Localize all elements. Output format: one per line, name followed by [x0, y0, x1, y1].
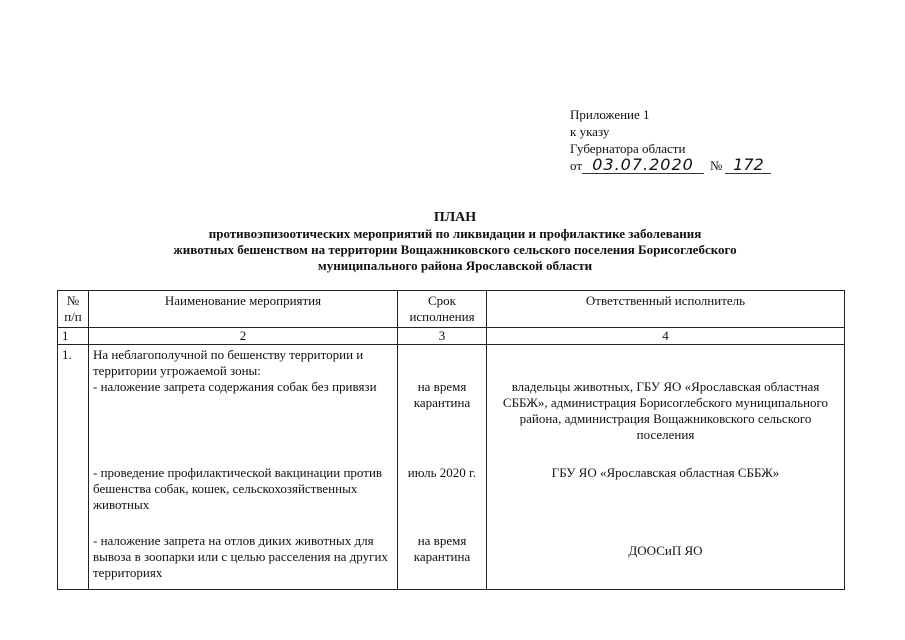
- measure-3-responsible: ДООСиП ЯО: [628, 543, 703, 558]
- header-num: № п/п: [58, 291, 89, 328]
- row-responsible-cell: [487, 345, 845, 590]
- plan-subtitle-1: противоэпизоотических мероприятий по ликвидации и профилактике заболевания: [208, 226, 702, 241]
- measure-3-name: - наложение запрета на отлов диких животных для вывоза в зоопарки или с целью расселения на других территориях: [93, 533, 388, 580]
- table-header-row: [58, 291, 845, 328]
- plan-subtitle-3: муниципального района Ярославской области: [317, 258, 593, 273]
- row-term-cell: [398, 345, 487, 590]
- index-cell: 3: [398, 328, 487, 345]
- measure-2-responsible: ГБУ ЯО «Ярославская областная СББЖ»: [551, 465, 780, 480]
- table-index-row: [58, 328, 845, 345]
- plan-subtitle-2: животных бешенством на территории Вощажниковского сельского поселения Борисоглебского: [173, 242, 737, 257]
- handwritten-date: 03.07.2020: [582, 157, 704, 174]
- row-intro: На неблагополучной по бешенству территории и территории угрожаемой зоны:: [93, 347, 364, 378]
- measure-3-term: на время карантина: [413, 533, 471, 564]
- header-name: Наименование мероприятия: [89, 291, 398, 328]
- plan-table: [57, 290, 845, 590]
- index-cell: 4: [487, 328, 845, 345]
- appendix-block: [570, 106, 771, 174]
- appendix-title: Приложение 1: [570, 107, 650, 122]
- measure-2-name: - проведение профилактической вакцинации против бешенства собак, кошек, сельскохозяйственных животных: [93, 465, 383, 512]
- handwritten-number: 172: [725, 157, 771, 174]
- appendix-governor: Губернатора области: [570, 141, 686, 156]
- number-sign: №: [710, 158, 723, 173]
- appendix-decree: к указу: [570, 124, 610, 139]
- date-prefix: от: [570, 158, 583, 173]
- measure-1-name: - наложение запрета содержания собак без привязи: [93, 379, 377, 394]
- row-num: 1.: [58, 345, 89, 590]
- plan-heading: ПЛАН: [433, 210, 477, 225]
- appendix-date-line: [570, 157, 771, 174]
- index-cell: 1: [58, 328, 89, 345]
- measure-1-responsible: владельцы животных, ГБУ ЯО «Ярославская областная СББЖ», администрация Борисоглебского муниципального района, администрация Вощажниковского сельского поселения: [502, 379, 829, 442]
- plan-title: [60, 210, 850, 274]
- table-row: [58, 345, 845, 590]
- row-name-cell: [89, 345, 398, 590]
- index-cell: 2: [89, 328, 398, 345]
- measure-2-term: июль 2020 г.: [407, 465, 477, 480]
- header-responsible: Ответственный исполнитель: [487, 291, 845, 328]
- header-term: Срок исполнения: [398, 291, 487, 328]
- measure-1-term: на время карантина: [413, 379, 471, 410]
